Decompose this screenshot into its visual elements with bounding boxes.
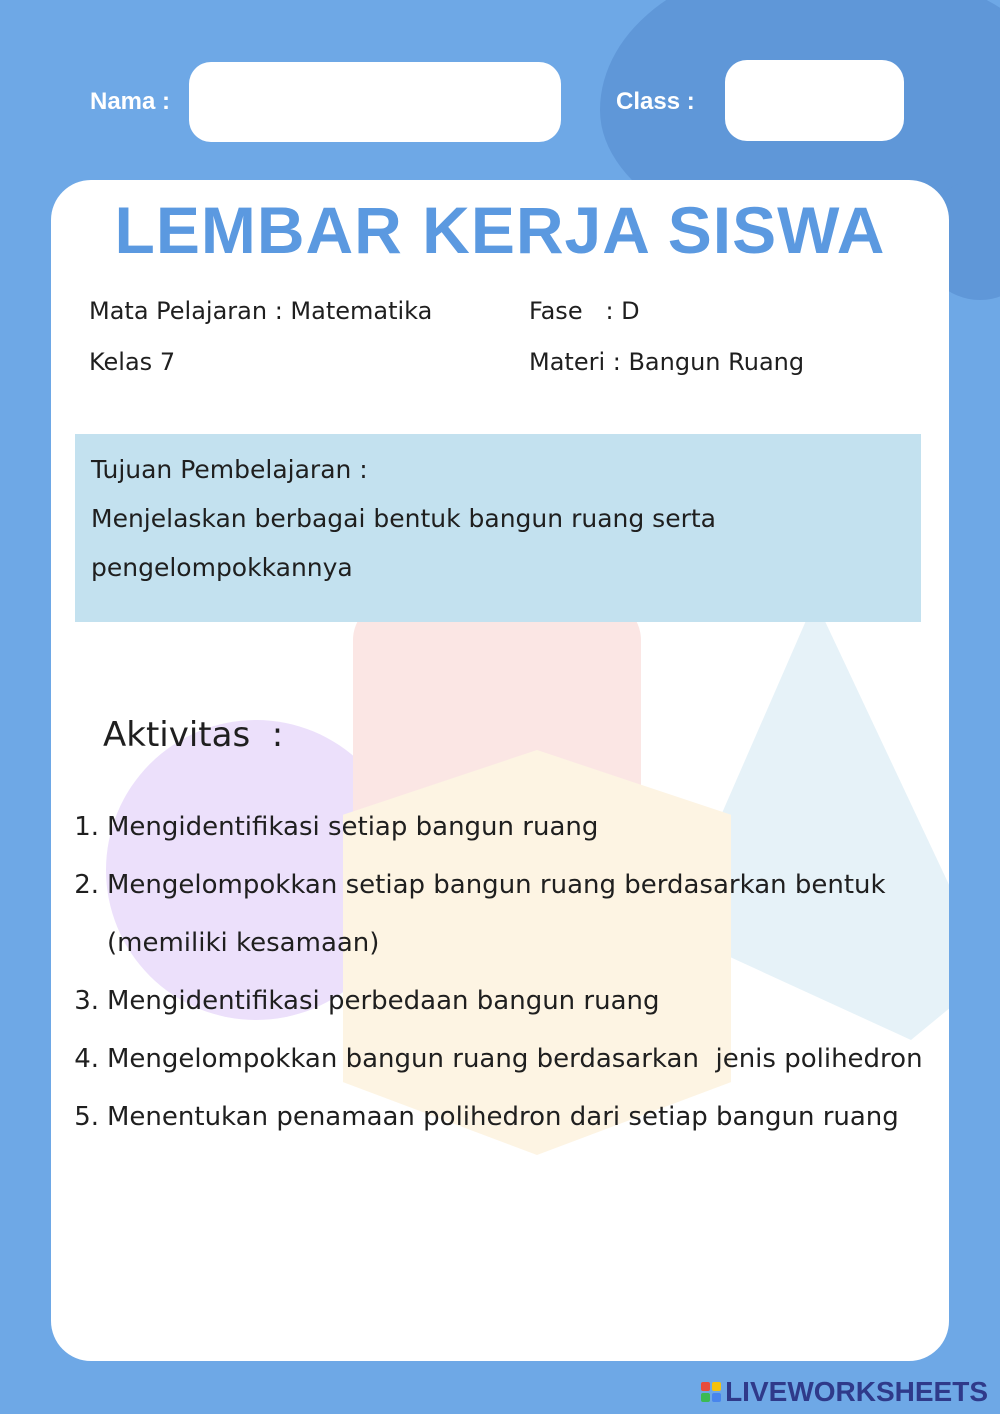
class-input[interactable] — [725, 60, 904, 141]
item-text: Mengidentifikasi perbedaan bangun ruang — [107, 986, 660, 1016]
item-text: Mengelompokkan setiap bangun ruang berdasarkan bentuk (memiliki kesamaan) — [107, 870, 886, 958]
worksheet-card — [51, 180, 949, 1361]
item-number: 3. — [74, 986, 99, 1016]
list-item — [59, 1088, 949, 1146]
liveworksheets-logo — [701, 1376, 988, 1408]
list-item — [59, 1030, 949, 1088]
logo-block — [701, 1382, 710, 1391]
learning-objective-box — [75, 434, 921, 622]
list-item — [59, 798, 949, 856]
logo-text: LIVEWORKSHEETS — [725, 1376, 988, 1407]
item-number: 5. — [74, 1102, 99, 1132]
list-item — [59, 856, 949, 972]
name-label: Nama : — [90, 88, 171, 115]
list-item — [59, 972, 949, 1030]
material-text: Materi : Bangun Ruang — [529, 348, 805, 376]
item-number: 4. — [74, 1044, 99, 1074]
subject-text: Mata Pelajaran : Matematika — [89, 297, 433, 325]
worksheet-title: LEMBAR KERJA SISWA — [114, 193, 886, 267]
item-number: 1. — [74, 812, 99, 842]
grade-text: Kelas 7 — [89, 348, 176, 376]
phase-text: Fase : D — [529, 297, 640, 325]
logo-blocks-icon — [701, 1382, 721, 1402]
logo-block — [712, 1393, 721, 1402]
activity-list — [59, 798, 949, 1146]
item-number: 2. — [74, 870, 99, 900]
item-text: Menentukan penamaan polihedron dari setiap bangun ruang — [107, 1102, 899, 1132]
logo-block — [712, 1382, 721, 1391]
item-text: Mengelompokkan bangun ruang berdasarkan jenis polihedron — [107, 1044, 923, 1074]
objective-heading: Tujuan Pembelajaran : — [91, 455, 368, 484]
objective-line-1: Menjelaskan berbagai bentuk bangun ruang serta — [91, 504, 716, 533]
item-text: Mengidentifikasi setiap bangun ruang — [107, 812, 599, 842]
name-input[interactable] — [189, 62, 561, 142]
activities-heading: Aktivitas : — [103, 715, 284, 755]
class-label: Class : — [616, 88, 695, 115]
logo-block — [701, 1393, 710, 1402]
objective-line-2: pengelompokkannya — [91, 553, 353, 582]
